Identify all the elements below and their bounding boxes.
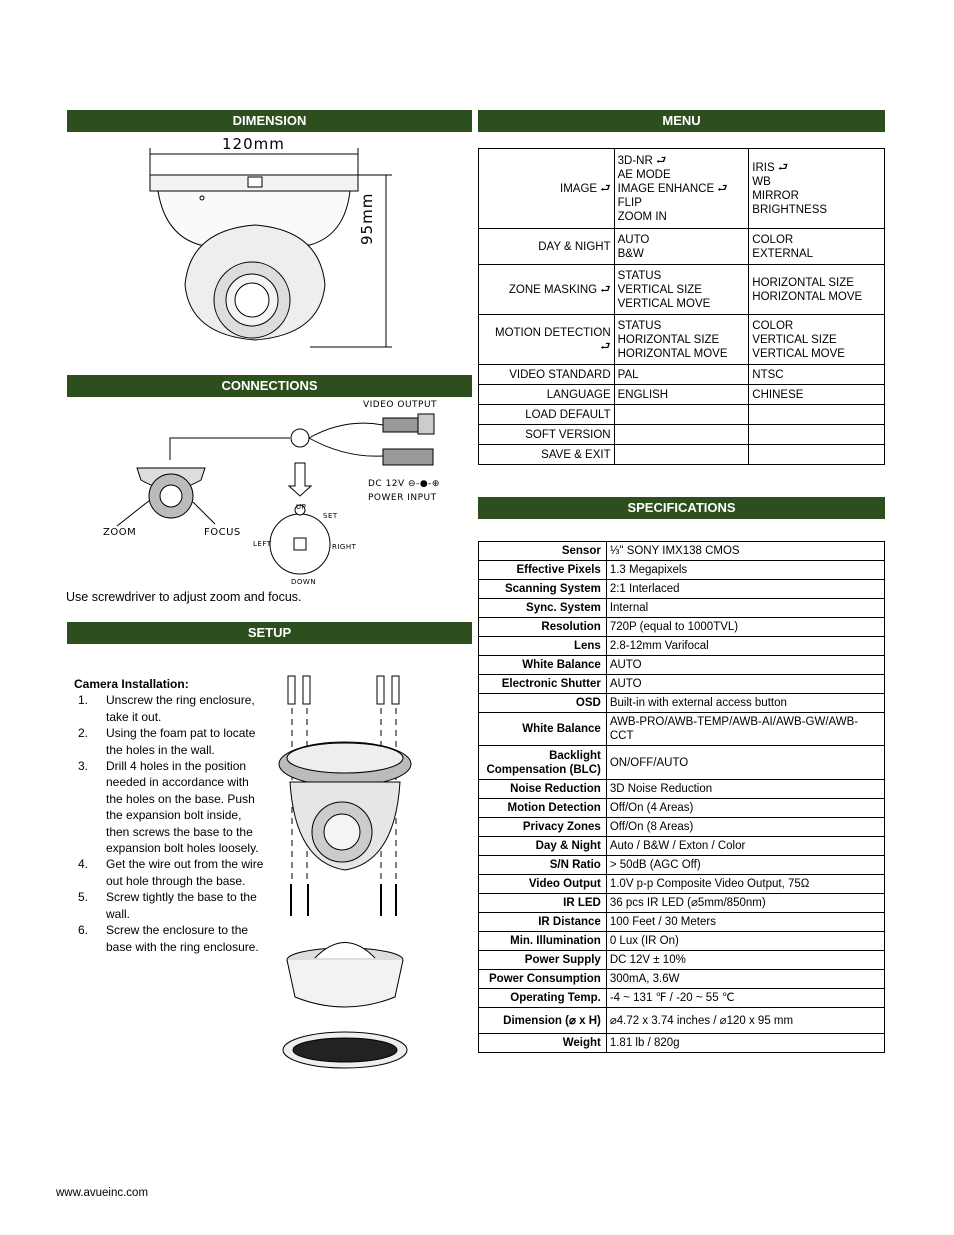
menu-option: VERTICAL MOVE [752,347,845,360]
left-label: LEFT [253,540,272,548]
menu-label: LANGUAGE [479,385,615,405]
menu-option: FLIP [617,196,642,209]
menu-option: AE MODE [617,168,671,181]
spec-row [479,875,885,894]
menu-option: STATUS [617,319,662,332]
menu-label: SAVE & EXIT [479,445,615,465]
spec-key: Operating Temp. [479,989,607,1008]
spec-row [479,970,885,989]
spec-key: Min. Illumination [479,932,607,951]
spec-key: Sensor [479,542,607,561]
menu-option: CHINESE [752,388,804,401]
menu-options [749,315,885,365]
menu-options [614,265,749,315]
spec-row [479,799,885,818]
spec-value: 2.8-12mm Varifocal [606,637,884,656]
menu-option: HORIZONTAL MOVE [617,347,728,360]
step-text: Get the wire out from the wire out hole through the base. [106,857,264,888]
spec-key: Sync. System [479,599,607,618]
spec-row [479,932,885,951]
menu-row [479,315,885,365]
dimension-header: DIMENSION [67,110,472,132]
menu-options [614,425,749,445]
menu-option: IRIS ⮐ [752,161,789,174]
menu-option: ENGLISH [617,388,669,401]
spec-key: IR Distance [479,913,607,932]
spec-row [479,1034,885,1053]
spec-key: Dimension (⌀ x H) [479,1008,607,1034]
setup-step [74,856,264,889]
spec-value: 100 Feet / 30 Meters [606,913,884,932]
spec-row [479,818,885,837]
setup-heading: Camera Installation: [74,677,189,691]
spec-value: > 50dB (AGC Off) [606,856,884,875]
spec-value: 3D Noise Reduction [606,780,884,799]
power-input-label: POWER INPUT [368,493,437,503]
spec-value: 720P (equal to 1000TVL) [606,618,884,637]
menu-option: EXTERNAL [752,247,814,260]
menu-row [479,229,885,265]
setup-step [74,758,264,856]
menu-option: PAL [617,368,639,381]
spec-row [479,713,885,746]
dc-label: DC 12V ⊖-●-⊕ [368,479,440,489]
spec-row [479,951,885,970]
spec-key: Weight [479,1034,607,1053]
spec-key: Power Consumption [479,970,607,989]
menu-label: VIDEO STANDARD [479,365,615,385]
spec-row [479,894,885,913]
zoom-label: ZOOM [103,527,137,538]
spec-row [479,856,885,875]
setup-step [74,889,264,922]
menu-options [749,265,885,315]
menu-options [749,149,885,229]
spec-key: Backlight Compensation (BLC) [479,746,607,780]
spec-row [479,1008,885,1034]
spec-key: S/N Ratio [479,856,607,875]
spec-row [479,780,885,799]
menu-options [749,229,885,265]
setup-header: SETUP [67,622,472,644]
menu-option: 3D-NR ⮐ [617,154,667,167]
menu-table-body [479,149,885,465]
focus-label: FOCUS [204,527,241,538]
menu-label: LOAD DEFAULT [479,405,615,425]
setup-step [74,725,264,758]
menu-option: BRIGHTNESS [752,203,828,216]
menu-table [478,148,885,465]
step-text: Using the foam pat to locate the holes in the wall. [106,726,256,757]
step-number: 2. [78,726,89,741]
menu-options [614,365,749,385]
spec-value: AUTO [606,656,884,675]
step-text: Unscrew the ring enclosure, take it out. [106,693,255,724]
installation-figure [270,672,420,1082]
menu-options [749,365,885,385]
spec-value: 0 Lux (IR On) [606,932,884,951]
spec-value: ⌀4.72 x 3.74 inches / ⌀120 x 95 mm [606,1008,884,1034]
spec-value: 1.3 Megapixels [606,561,884,580]
menu-options [749,445,885,465]
spec-key: Day & Night [479,837,607,856]
menu-row [479,265,885,315]
setup-step [74,692,264,725]
spec-row [479,913,885,932]
spec-value: -4 ~ 131 ℉ / -20 ~ 55 ℃ [606,989,884,1008]
menu-options [614,385,749,405]
menu-header: MENU [478,110,885,132]
menu-label: MOTION DETECTION ⮐ [479,315,615,365]
menu-option: B&W [617,247,644,260]
spec-key: OSD [479,694,607,713]
menu-row [479,385,885,405]
spec-value: AUTO [606,675,884,694]
menu-option: MIRROR [752,189,799,202]
up-label: UP [296,503,307,511]
menu-label: ZONE MASKING ⮐ [479,265,615,315]
spec-value: 300mA, 3.6W [606,970,884,989]
spec-value: ⅓" SONY IMX138 CMOS [606,542,884,561]
step-number: 5. [78,890,89,905]
menu-option: NTSC [752,368,784,381]
spec-key: IR LED [479,894,607,913]
step-text: Screw the enclosure to the base with the ring enclosure. [106,923,259,954]
spec-value: Internal [606,599,884,618]
specifications-header: SPECIFICATIONS [478,497,885,519]
menu-options [614,405,749,425]
spec-value: Built-in with external access button [606,694,884,713]
spec-key: Noise Reduction [479,780,607,799]
set-label: SET [323,512,338,520]
spec-row [479,746,885,780]
step-text: Screw tightly the base to the wall. [106,890,257,921]
menu-row [479,405,885,425]
spec-row [479,561,885,580]
menu-options [614,315,749,365]
spec-row [479,580,885,599]
spec-key: Motion Detection [479,799,607,818]
menu-option: IMAGE ENHANCE ⮐ [617,182,728,195]
spec-row [479,694,885,713]
spec-value: 2:1 Interlaced [606,580,884,599]
installation-illustration [270,672,420,1082]
menu-options [614,445,749,465]
specifications-table [478,541,885,1053]
step-number: 6. [78,923,89,938]
step-number: 1. [78,693,89,708]
menu-row [479,425,885,445]
step-text: Drill 4 holes in the position needed in accordance with the holes on the base. Push the expansion bolt inside, then screws the base to the expansion bolt holes loosely. [106,759,259,856]
spec-key: Resolution [479,618,607,637]
spec-table-body [479,542,885,1053]
spec-row [479,618,885,637]
right-label: RIGHT [332,543,357,551]
connections-header: CONNECTIONS [67,375,472,397]
dimension-drawing [140,135,400,350]
setup-steps [74,676,264,955]
menu-options [749,405,885,425]
menu-option: COLOR [752,233,794,246]
menu-row [479,149,885,229]
footer-url: www.avueinc.com [56,1187,149,1199]
down-label: DOWN [291,578,317,586]
spec-key: Lens [479,637,607,656]
spec-key: Scanning System [479,580,607,599]
menu-options [749,385,885,405]
spec-row [479,656,885,675]
spec-row [479,837,885,856]
menu-label: SOFT VERSION [479,425,615,445]
menu-option: HORIZONTAL MOVE [752,290,863,303]
menu-option: STATUS [617,269,662,282]
spec-value: AWB-PRO/AWB-TEMP/AWB-AI/AWB-GW/AWB-CCT [606,713,884,746]
width-label: 120mm [222,135,285,153]
menu-option: COLOR [752,319,794,332]
spec-value: ON/OFF/AUTO [606,746,884,780]
spec-key: Electronic Shutter [479,675,607,694]
menu-options [749,425,885,445]
setup-step [74,922,264,955]
menu-label: DAY & NIGHT [479,229,615,265]
spec-row [479,599,885,618]
menu-option: VERTICAL MOVE [617,297,711,310]
spec-value: Off/On (8 Areas) [606,818,884,837]
spec-key: Effective Pixels [479,561,607,580]
spec-key: White Balance [479,713,607,746]
spec-row [479,989,885,1008]
menu-option: ZOOM IN [617,210,667,223]
menu-label: IMAGE ⮐ [479,149,615,229]
spec-key: Video Output [479,875,607,894]
spec-value: 1.81 lb / 820g [606,1034,884,1053]
spec-value: Auto / B&W / Exton / Color [606,837,884,856]
step-number: 3. [78,759,89,774]
connections-note: Use screwdriver to adjust zoom and focus. [66,590,302,604]
spec-value: DC 12V ± 10% [606,951,884,970]
spec-row [479,675,885,694]
menu-options [614,149,749,229]
spec-value: 1.0V p-p Composite Video Output, 75Ω [606,875,884,894]
spec-key: Privacy Zones [479,818,607,837]
menu-option: HORIZONTAL SIZE [752,276,854,289]
menu-row [479,445,885,465]
spec-row [479,542,885,561]
menu-option: AUTO [617,233,650,246]
menu-options [614,229,749,265]
connections-drawing [95,398,445,588]
spec-key: Power Supply [479,951,607,970]
menu-row [479,365,885,385]
menu-option: HORIZONTAL SIZE [617,333,720,346]
menu-option: VERTICAL SIZE [617,283,702,296]
height-label: 95mm [358,192,376,245]
spec-key: White Balance [479,656,607,675]
menu-option: WB [752,175,771,188]
menu-option: VERTICAL SIZE [752,333,837,346]
video-output-label: VIDEO OUTPUT [363,400,438,410]
spec-row [479,637,885,656]
spec-value: Off/On (4 Areas) [606,799,884,818]
spec-value: 36 pcs IR LED (⌀5mm/850nm) [606,894,884,913]
step-number: 4. [78,857,89,872]
